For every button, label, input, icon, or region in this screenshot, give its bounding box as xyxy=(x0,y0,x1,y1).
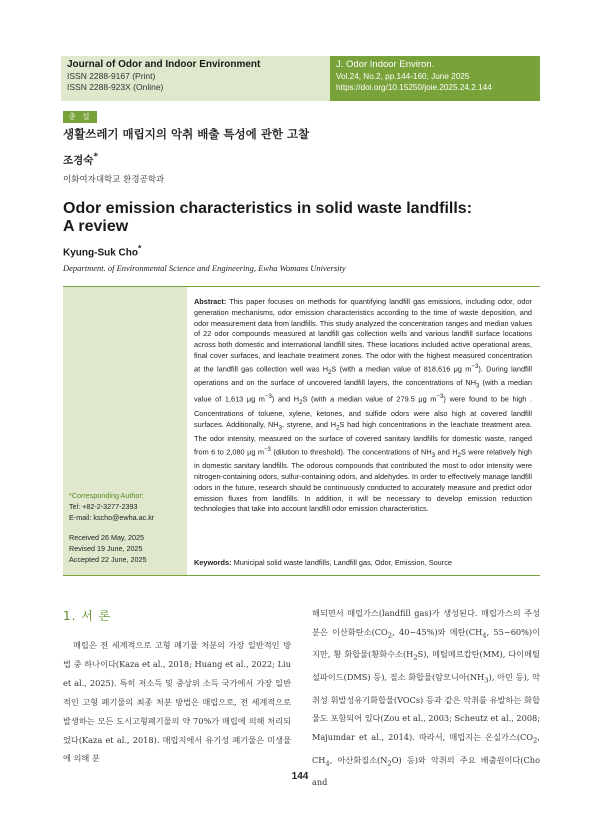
abstract-label: Abstract: xyxy=(194,297,227,306)
issn-print: ISSN 2288-9167 (Print) xyxy=(67,71,156,81)
corresponding-label: *Corresponding Author: xyxy=(69,491,144,500)
keywords xyxy=(194,558,452,567)
english-author: Kyung-Suk Cho* xyxy=(63,243,142,259)
journal-header-left xyxy=(61,56,330,101)
abstract-bottom-rule xyxy=(63,575,540,576)
page-number: 144 xyxy=(291,771,309,782)
english-affiliation: Department. of Environmental Science and Engineering, Ewha Womans University xyxy=(63,263,346,273)
body-column-right: 해되면서 매립가스(landfill gas)가 생성된다. 매립가스의 주성분은 이산화탄소($CO_2$, 40~45%)와 메탄($CH_4$, 55~60%)이지만, 황 화합물(황화수소$(H_2S)$, 메틸메르캅탄(MM), 다이메틸설파이드(DMS) 등), 질소 화합물(암모니아$(NH_3)$, 아민 등), 악취성 휘발성유기화합물(VOCs) 등과 같은 악취를 유발하는 화합물도 포함되어 있다(Zou et al., 2003; Scheutz et al., 2008; Majumdar et al., 2014). 따라서, 매립지는 온실가스($CO_2$, $CH_4$, 아산화질소$(N_2O)$ 등)와 악취의 주요 배출원이다(Cho and xyxy=(312,608,541,788)
corresponding-email[interactable]: E-mail: kscho@ewha.ac.kr xyxy=(69,513,155,522)
doi-link[interactable]: https://doi.org/10.15250/joie.2025.24.2.144 xyxy=(336,83,492,92)
keywords-label: Keywords: xyxy=(194,558,232,567)
english-title xyxy=(63,200,533,236)
journal-abbrev: J. Odor Indoor Environ. xyxy=(336,59,435,70)
article-type-badge: 총 설 xyxy=(63,111,97,123)
sidebar-info xyxy=(69,490,154,565)
accepted-date: Accepted 22 June, 2025 xyxy=(69,555,147,564)
corresponding-tel: Tel: +82-2-3277-2393 xyxy=(69,502,138,511)
korean-author: 조경숙* xyxy=(63,152,99,167)
korean-title: 생활쓰레기 매립지의 악취 배출 특성에 관한 고찰 xyxy=(63,127,310,141)
abstract-text: Abstract: This paper focuses on methods for quantifying landfill gas emissions, including odor, odor generation mechanisms, odor emission characteristics according to the time of waste deposition, and odor measurement data from landfills. This study analyzed the concentration ranges and median values of 22 odor compounds measured at landfill gas collection wells and various landfill surface locations across both domestic and international landfill sites. These locations included active operational areas, final cover surfaces, and leachate treatment zones. The odor with the highest measured concentration at the landfill gas collection well was $H_2S$ (with a median value of 818,616 μg $m^{-3}$). During landfill operations and on the surface of uncovered landfill layers, the concentrations of $NH_3$ (with a median value of 1,613 μg $m^{-3}$) and $H_2S$ (with a median value of 279.5 μg $m^{-3}$) were found to be high . Concentrations of toluene, xylene, ketones, and sulfide odors were also high at covered landfill surfaces. Additionally, $NH_3$, styrene, and $H_2S$ had high concentrations in the leachate treatment area. The odor intensity, measured on the surface of covered sanitary landfills for domestic waste, ranged from 6 to 2,080 μg $m^{-3}$ (dilution to threshold). The concentrations of $NH_3$ and $H_2S$ were relatively high in domestic sanitary landfills. The odorous compounds that contributed the most to odor intensity were nitrogen-containing odors, sulfur-containing odors, and aldehydes. In order to effectively manage landfill odors in the future, research should be continuously conducted to accurately measure and predict odor emission fluxes from landfills. In addition, it will be necessary to develop emission reduction technologies that take into account landfill odor emission characteristics. xyxy=(194,297,533,514)
received-date: Received 26 May, 2025 xyxy=(69,533,144,542)
body-column-left: 매립은 전 세계적으로 고형 폐기물 처분의 가장 일반적인 방법 중 하나이다(Kaza et al., 2018; Huang et al., 2022; Liu et al., 2025). 특히 저소득 및 중상위 소득 국가에서 가장 일반적인 고형 폐기물의 최종 처분 방법은 매립으로, 전 세계적으로 발생하는 모든 도시고형폐기물의 약 70%가 매립에 의해 처리되었다(Kaza et al., 2018). 매립지에서 유기성 폐기물은 미생물에 의해 분 xyxy=(63,640,291,764)
journal-header-right xyxy=(330,56,540,101)
english-author-name: Kyung-Suk Cho xyxy=(63,247,138,259)
section-title: 1. 서 론 xyxy=(63,609,112,623)
english-title-line2: A review xyxy=(63,218,129,235)
journal-name: Journal of Odor and Indoor Environment xyxy=(67,59,261,70)
issn-online: ISSN 2288-923X (Online) xyxy=(67,82,164,92)
keywords-text: Municipal solid waste landfills, Landfill gas, Odor, Emission, Source xyxy=(233,558,452,567)
volume-info: Vol.24, No.2, pp.144-160, June 2025 xyxy=(336,72,470,81)
english-title-line1: Odor emission characteristics in solid waste landfills: xyxy=(63,200,473,217)
korean-author-name: 조경숙 xyxy=(63,154,94,167)
revised-date: Revised 19 June, 2025 xyxy=(69,544,143,553)
korean-affiliation: 이화여자대학교 환경공학과 xyxy=(63,175,165,185)
